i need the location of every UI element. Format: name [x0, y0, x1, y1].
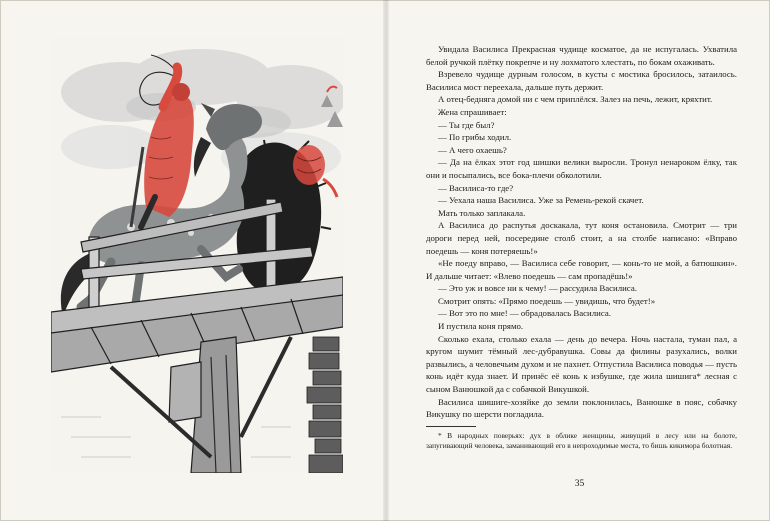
paragraph: Жена спрашивает:	[438, 106, 507, 117]
paragraph: «Не поеду вправо, — Василиса себе говорит, — конь-то не мой, а батюшкин». И дальше читает: «Влево поедешь — сам пропадёшь!»	[426, 258, 737, 281]
paragraph: Василиса шишиге-хозяйке до земли поклонилась, Ванюшке в пояс, собачку Викушку по шерсти погладила.	[426, 396, 737, 420]
footnote-divider	[426, 426, 476, 427]
paragraph: — Уехала наша Василиса. Уже за Ремень-рекой скачет.	[438, 195, 644, 206]
paragraph: — По грибы ходил.	[438, 132, 512, 143]
footnote: * В народных поверьях: дух в облике женщины, живущий в лесу или на болоте, запугивающий человека, заманивающий его в непроходимые места, то бишь кикимора болотная.	[426, 430, 737, 451]
story-text-column	[426, 43, 737, 452]
paragraph: Смотрит опять: «Прямо поедешь — увидишь, что будет!»	[438, 295, 656, 306]
illustration-drawing	[51, 37, 343, 473]
paragraph: И пустила коня прямо.	[438, 321, 524, 332]
paragraph: — Это уж и вовсе ни к чему! — рассудила Василиса.	[438, 283, 637, 294]
paragraph: Взревело чудище дурным голосом, в кусты с мостика бросилось, затаилось. Василиса мост переехала, дальше путь держит.	[426, 69, 737, 92]
paragraph: — Да на ёлках этот год шишки велики выросли. Тронул ненароком ёлку, так они и посыпались, все бока-плечи обколотили.	[426, 157, 737, 180]
paragraph: Мать только заплакала.	[438, 207, 526, 218]
paragraph: А Василиса до распутья доскакала, тут коня остановила. Смотрит — три дороги перед ней, посередине столб стоит, а на столбе написано: «Вправо поедешь — коня потеряешь!»	[426, 220, 737, 256]
page-number: 35	[574, 479, 585, 489]
illustration-vasilisa-on-horse	[51, 37, 343, 473]
paragraph: А отец-бедняга домой ни с чем приплёлся. Залез на печь, лежит, кряхтит.	[438, 94, 713, 105]
paragraph: Увидала Василиса Прекрасная чудище косматое, да не испугалась. Ухватила белой ручкой плётку покрепче и ну лохматого хлестать, по бокам охаживать.	[426, 44, 737, 67]
right-page	[389, 0, 770, 521]
paragraph: — Василиса-то где?	[438, 182, 514, 193]
paragraph: Сколько ехала, столько ехала — день до вечера. Ночь настала, туман пал, а кругом шумит тёмный лес-дубравушка. Совы да филины разухались, волки развылись, а человечьим духом и не пахнет. Отпустила Василиса поводья — пусть конь идёт куда знает. И принёс её конь к избушке, где жила шишига* лесная с сыном Ванюшкой да с собачкой Викушкой.	[426, 333, 737, 395]
paragraph: — Ты где был?	[438, 119, 495, 130]
paragraph: — Вот это по мне! — обрадовалась Василиса.	[438, 308, 611, 319]
paragraph: — А чего охаешь?	[438, 144, 507, 155]
